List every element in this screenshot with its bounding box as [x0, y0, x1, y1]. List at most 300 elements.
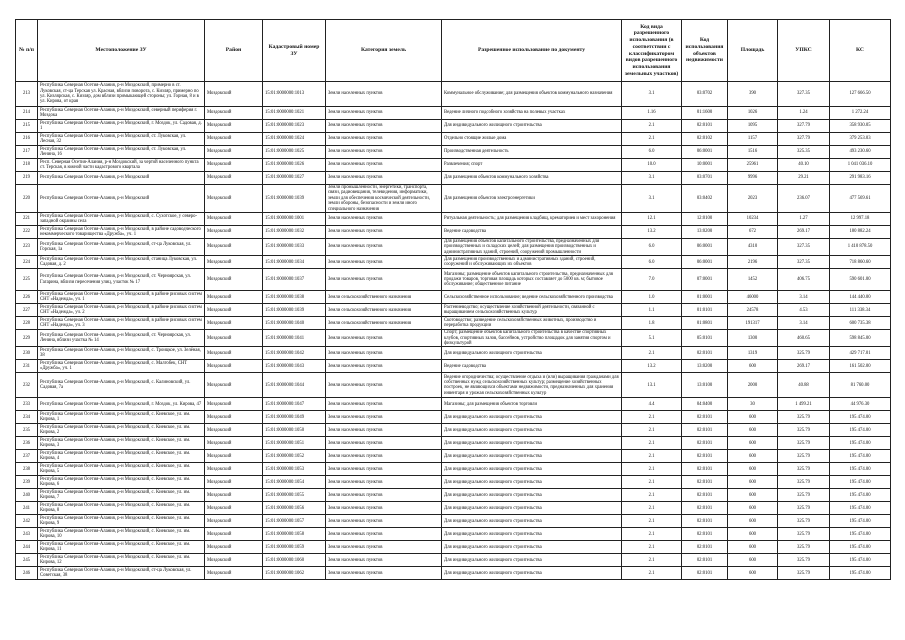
cell-num: 232 [16, 373, 38, 398]
cell-category: Земли населенных пунктов [326, 159, 442, 172]
cell-district: Моздокский [205, 360, 263, 373]
table-row [16, 360, 891, 373]
cell-district: Моздокский [205, 107, 263, 120]
cell-upks: 325.35 [778, 146, 830, 159]
cell-area: 1095 [728, 120, 778, 133]
cell-upks: 325.79 [778, 437, 830, 450]
cell-group-code: 02:0101 [682, 463, 728, 476]
cell-cadastral: 15:01:0000000:1027 [263, 172, 326, 185]
cell-cadastral: 15:01:0000000:1041 [263, 330, 326, 347]
cell-district: Моздокский [205, 317, 263, 330]
cell-use-code: 13.2 [622, 226, 682, 239]
cell-permitted-use: Ведение садоводства [442, 226, 622, 239]
cell-ks: 600 735.38 [830, 317, 891, 330]
cell-num: 245 [16, 554, 38, 567]
cell-upks: 325.79 [778, 515, 830, 528]
cell-district: Моздокский [205, 437, 263, 450]
cell-district: Моздокский [205, 424, 263, 437]
cell-location: Республика Северная Осетия-Алания, р-н Моздокский, с. Киевское, ул. им. Кирова, 5 [38, 463, 205, 476]
cell-cadastral: 15:01:0000000:1049 [263, 411, 326, 424]
cell-upks: 327.35 [778, 82, 830, 107]
cell-cadastral: 15:01:0000000:1053 [263, 463, 326, 476]
cell-group-code: 02:0101 [682, 437, 728, 450]
cell-district: Моздокский [205, 567, 263, 580]
cell-area: 24578 [728, 304, 778, 317]
col-header-category: Категория земель [326, 20, 442, 82]
cell-group-code: 01:0801 [682, 317, 728, 330]
col-header-area: Площадь [728, 20, 778, 82]
cell-use-code: 13.2 [622, 360, 682, 373]
table-body [16, 82, 891, 580]
land-register-table [15, 19, 891, 580]
cell-use-code: 12.1 [622, 213, 682, 226]
cell-num: 243 [16, 528, 38, 541]
table-row [16, 476, 891, 489]
cell-location: Республика Северная Осетия-Алания, р-н Моздокский, с. Сухотское, у северо-западной окраины села [38, 213, 205, 226]
cell-ks: 1 041 036.10 [830, 159, 891, 172]
table-row [16, 269, 891, 291]
table-row [16, 450, 891, 463]
cell-use-code: 1.0 [622, 291, 682, 304]
cell-group-code: 13:0200 [682, 226, 728, 239]
cell-use-code: 6.0 [622, 146, 682, 159]
cell-location: Республика Северная Осетия-Алания, р-н Моздокский, с. Киевское, ул. им. Кирова, 8 [38, 502, 205, 515]
table-row [16, 120, 891, 133]
cell-ks: 598 845.00 [830, 330, 891, 347]
cell-num: 215 [16, 120, 38, 133]
cell-location: Республика Северная Осетия-Алания, р-н Моздокский, в районе рисовых систем СНТ «Надежда», уч. 3 [38, 317, 205, 330]
col-header-ks: КС [830, 20, 891, 82]
cell-upks: 325.79 [778, 489, 830, 502]
col-header-permitted-use: Разрешенное использование по документу [442, 20, 622, 82]
cell-upks: 4.53 [778, 304, 830, 317]
cell-area: 1516 [728, 146, 778, 159]
cell-use-code: 2.1 [622, 489, 682, 502]
cell-ks: 590 601.00 [830, 269, 891, 291]
table-row [16, 424, 891, 437]
cell-ks: 379 253.03 [830, 133, 891, 146]
cell-ks: 195 474.00 [830, 528, 891, 541]
cell-num: 230 [16, 347, 38, 360]
cell-location: Республика Северная Осетия-Алания, р-н Моздокский, г. Моздок, ул. Садовая, д. 1 [38, 120, 205, 133]
cell-area: 600 [728, 424, 778, 437]
table-row [16, 330, 891, 347]
cell-upks: 29.21 [778, 172, 830, 185]
cell-location: Республика Северная Осетия-Алания, р-н Моздокский, в районе рисовых систем СНТ «Надежда», уч. 1 [38, 291, 205, 304]
cell-area: 30 [728, 398, 778, 411]
cell-ks: 1 410 878.50 [830, 239, 891, 256]
cell-num: 228 [16, 317, 38, 330]
cell-num: 219 [16, 172, 38, 185]
cell-use-code: 1.8 [622, 317, 682, 330]
cell-cadastral: 15:01:0000000:1058 [263, 528, 326, 541]
cell-category: Земли населенных пунктов [326, 398, 442, 411]
cell-cadastral: 15:01:0000000:1026 [263, 159, 326, 172]
cell-area: 9996 [728, 172, 778, 185]
table-row [16, 304, 891, 317]
cell-group-code: 06:0001 [682, 239, 728, 256]
cell-location: Республика Северная Осетия-Алания, р-н Моздокский, примерно в ст. Луковская, ст-ца Терская ул. Красная, вблизи поворота, с. Кизляр, примерно по ул. Кизлярская, с. Кизляр, дом вблизи примыкающей стороны; ул. Горная, 8 и в ул. Кирова, от края [38, 82, 205, 107]
cell-permitted-use: Для индивидуального жилищного строительства [442, 515, 622, 528]
cell-cadastral: 15:01:0000000:1047 [263, 398, 326, 411]
cell-group-code: 07:0001 [682, 269, 728, 291]
cell-permitted-use: Для индивидуального жилищного строительства [442, 528, 622, 541]
cell-num: 220 [16, 185, 38, 213]
cell-cadastral: 15:01:0000000:1039 [263, 304, 326, 317]
cell-permitted-use: Ведение огородничества; осуществление отдыха и (или) выращивания гражданами для собственных нужд сельскохозяйственных культур; размещение хозяйственных построек, не являющихся объектами недвижимости, предназначенных для хранения инвентаря и урожая сельскохозяйственных культур [442, 373, 622, 398]
cell-category: Земли промышленности, энергетики, транспорта, связи, радиовещания, телевидения, информатики, земли для обеспечения космической деятельности, земли обороны, безопасности и земли иного специального назначения [326, 185, 442, 213]
cell-use-code: 2.1 [622, 133, 682, 146]
cell-area: 1026 [728, 107, 778, 120]
cell-area: 10234 [728, 213, 778, 226]
cell-num: 224 [16, 256, 38, 269]
cell-num: 222 [16, 226, 38, 239]
cell-num: 241 [16, 502, 38, 515]
cell-ks: 1 272.24 [830, 107, 891, 120]
cell-permitted-use: Ритуальная деятельность; для размещения кладбищ, крематориев и мест захоронения [442, 213, 622, 226]
cell-ks: 195 474.00 [830, 554, 891, 567]
table-row [16, 398, 891, 411]
cell-district: Моздокский [205, 502, 263, 515]
table-row [16, 347, 891, 360]
cell-num: 244 [16, 541, 38, 554]
table-row [16, 226, 891, 239]
cell-group-code: 12:0100 [682, 213, 728, 226]
cell-use-code: 2.1 [622, 437, 682, 450]
cell-group-code: 02:0101 [682, 476, 728, 489]
cell-group-code: 02:0101 [682, 528, 728, 541]
cell-location: Республика Северная Осетия-Алания, р-н Моздокский, в районе рисовых систем СНТ «Надежда», уч. 2 [38, 304, 205, 317]
cell-permitted-use: Отдельно стоящие жилые дома [442, 133, 622, 146]
cell-category: Земли населенных пунктов [326, 567, 442, 580]
table-row [16, 239, 891, 256]
cell-upks: 325.79 [778, 528, 830, 541]
cell-location: Республика Северная Осетия-Алания, р-н Моздокский [38, 185, 205, 213]
cell-district: Моздокский [205, 146, 263, 159]
cell-upks: 40.88 [778, 373, 830, 398]
cell-category: Земли населенных пунктов [326, 347, 442, 360]
cell-upks: 325.79 [778, 567, 830, 580]
table-row [16, 185, 891, 213]
cell-group-code: 02:0102 [682, 133, 728, 146]
cell-area: 191317 [728, 317, 778, 330]
cell-ks: 180 882.24 [830, 226, 891, 239]
cell-num: 226 [16, 291, 38, 304]
cell-category: Земли населенных пунктов [326, 424, 442, 437]
table-row [16, 107, 891, 120]
cell-district: Моздокский [205, 515, 263, 528]
cell-cadastral: 15:01:0000000:1013 [263, 82, 326, 107]
cell-location: Республика Северная Осетия-Алания, р-н Моздокский, ст-ца Луковская, ул. Горская, 1а [38, 239, 205, 256]
cell-ks: 144 440.00 [830, 291, 891, 304]
cell-location: Республика Северная Осетия-Алания, р-н Моздокский, с. Малгобек, СНТ «Дружба», уч. 1 [38, 360, 205, 373]
cell-district: Моздокский [205, 330, 263, 347]
cell-location: Республика Северная Осетия-Алания, р-н Моздокский, с. Киевское, ул. им. Кирова, 7 [38, 489, 205, 502]
cell-location: Республика Северная Осетия-Алания, р-н Моздокский, станица Луковская, ул. Садовая, д. 2 [38, 256, 205, 269]
cell-num: 242 [16, 515, 38, 528]
cell-cadastral: 15:01:0000000:1025 [263, 146, 326, 159]
cell-category: Земли населенных пунктов [326, 541, 442, 554]
table-row [16, 528, 891, 541]
cell-permitted-use: Для индивидуального жилищного строительства [442, 347, 622, 360]
cell-location: Республика Северная Осетия-Алания, р-н Моздокский, с. Киевское, ул. им. Кирова, 3 [38, 437, 205, 450]
cell-cadastral: 15:01:0000000:1052 [263, 450, 326, 463]
table-row [16, 213, 891, 226]
cell-district: Моздокский [205, 159, 263, 172]
cell-ks: 44 976.30 [830, 398, 891, 411]
cell-ks: 291 983.16 [830, 172, 891, 185]
cell-group-code: 06:0001 [682, 256, 728, 269]
cell-area: 600 [728, 489, 778, 502]
cell-use-code: 1.1 [622, 304, 682, 317]
cell-permitted-use: Для индивидуального жилищного строительства [442, 120, 622, 133]
cell-group-code: 02:0101 [682, 489, 728, 502]
table-row [16, 373, 891, 398]
cell-ks: 429 717.01 [830, 347, 891, 360]
cell-upks: 325.79 [778, 463, 830, 476]
cell-num: 218 [16, 159, 38, 172]
cell-cadastral: 15:01:0000000:1062 [263, 567, 326, 580]
cell-group-code: 02:0101 [682, 424, 728, 437]
cell-use-code: 3.1 [622, 82, 682, 107]
table-row [16, 256, 891, 269]
cell-use-code: 2.1 [622, 554, 682, 567]
cell-location: Республика Северная Осетия-Алания, р-н Моздокский, северный периферия г. Моздока [38, 107, 205, 120]
cell-upks: 325.79 [778, 347, 830, 360]
cell-district: Моздокский [205, 541, 263, 554]
cell-district: Моздокский [205, 398, 263, 411]
cell-cadastral: 15:01:0000000:1059 [263, 541, 326, 554]
cell-ks: 127 666.50 [830, 82, 891, 107]
cell-cadastral: 15:01:0000000:1060 [263, 554, 326, 567]
cell-cadastral: 15:01:0000000:1001 [263, 213, 326, 226]
cell-category: Земли населенных пунктов [326, 107, 442, 120]
cell-permitted-use: Для индивидуального жилищного строительства [442, 437, 622, 450]
cell-category: Земли населенных пунктов [326, 476, 442, 489]
cell-use-code: 2.1 [622, 450, 682, 463]
cell-area: 600 [728, 502, 778, 515]
cell-permitted-use: Для индивидуального жилищного строительства [442, 554, 622, 567]
cell-category: Земли населенных пунктов [326, 120, 442, 133]
cell-num: 227 [16, 304, 38, 317]
cell-use-code: 4.4 [622, 398, 682, 411]
cell-ks: 161 502.00 [830, 360, 891, 373]
cell-permitted-use: Для размещения объектов коммунального хозяйства [442, 172, 622, 185]
cell-district: Моздокский [205, 411, 263, 424]
cell-use-code: 2.1 [622, 424, 682, 437]
table-row [16, 463, 891, 476]
cell-ks: 12 997.18 [830, 213, 891, 226]
cell-category: Земли населенных пунктов [326, 437, 442, 450]
cell-use-code: 10.0 [622, 159, 682, 172]
cell-location: Республика Северная Осетия-Алания, р-н Моздокский, с. Калиновский, ул. Садовая, 7а [38, 373, 205, 398]
cell-group-code: 02:0101 [682, 554, 728, 567]
cell-num: 238 [16, 463, 38, 476]
cell-district: Моздокский [205, 291, 263, 304]
cell-use-code: 2.1 [622, 463, 682, 476]
cell-permitted-use: Для индивидуального жилищного строительства [442, 489, 622, 502]
cell-permitted-use: Коммунальное обслуживание; для размещения объектов коммунального назначения [442, 82, 622, 107]
col-header-use-code: Код вида разрешенного использования (в соответствии с классификатором видов разрешенного использования земельных участков) [622, 20, 682, 82]
cell-num: 229 [16, 330, 38, 347]
cell-use-code: 2.1 [622, 502, 682, 515]
cell-num: 240 [16, 489, 38, 502]
cell-area: 600 [728, 541, 778, 554]
cell-ks: 195 474.00 [830, 541, 891, 554]
cell-ks: 195 474.00 [830, 476, 891, 489]
cell-permitted-use: Магазины; для размещения объектов торговли [442, 398, 622, 411]
cell-use-code: 2.1 [622, 411, 682, 424]
cell-location: Республика Северная Осетия-Алания, р-н Моздокский, с. Киевское, ул. им. Кирова, 11 [38, 541, 205, 554]
cell-group-code: 03:0702 [682, 82, 728, 107]
cell-permitted-use: Для размещения объектов капитального строительства, предназначенных для производственных и складских целей; для размещения производственных и административных зданий, строений, сооружений промышленности [442, 239, 622, 256]
cell-permitted-use: Для индивидуального жилищного строительства [442, 463, 622, 476]
cell-num: 236 [16, 437, 38, 450]
cell-district: Моздокский [205, 172, 263, 185]
cell-permitted-use: Для индивидуального жилищного строительства [442, 502, 622, 515]
cell-category: Земли населенных пунктов [326, 172, 442, 185]
cell-upks: 325.79 [778, 450, 830, 463]
cell-use-code: 2.1 [622, 120, 682, 133]
cell-permitted-use: Скотоводство; разведение сельскохозяйственных животных, производство и переработка продукции [442, 317, 622, 330]
table-row [16, 567, 891, 580]
cell-num: 217 [16, 146, 38, 159]
cell-permitted-use: Для индивидуального жилищного строительства [442, 424, 622, 437]
cell-ks: 195 474.00 [830, 450, 891, 463]
cell-ks: 195 474.00 [830, 515, 891, 528]
cell-location: Республика Северная Осетия-Алания, р-н Моздокский, ст. Черноярская, ул. Ленина, вблизи участка № 14 [38, 330, 205, 347]
table-row [16, 317, 891, 330]
cell-area: 1157 [728, 133, 778, 146]
cell-cadastral: 15:01:0000000:1033 [263, 239, 326, 256]
cell-upks: 460.65 [778, 330, 830, 347]
cell-area: 600 [728, 476, 778, 489]
cell-category: Земли сельскохозяйственного назначения [326, 304, 442, 317]
cell-group-code: 06:0001 [682, 146, 728, 159]
cell-ks: 195 474.00 [830, 424, 891, 437]
cell-category: Земли населенных пунктов [326, 502, 442, 515]
cell-upks: 269.17 [778, 226, 830, 239]
cell-cadastral: 15:01:0000000:1024 [263, 133, 326, 146]
cell-num: 235 [16, 424, 38, 437]
cell-group-code: 13:0100 [682, 373, 728, 398]
cell-permitted-use: Для размещения производственных и административных зданий, строений, сооружений и обслуживающих их объектов [442, 256, 622, 269]
cell-area: 600 [728, 554, 778, 567]
cell-category: Земли населенных пунктов [326, 213, 442, 226]
table-row [16, 411, 891, 424]
cell-cadastral: 15:01:0000000:1038 [263, 291, 326, 304]
cell-upks: 3.14 [778, 291, 830, 304]
cell-permitted-use: Ведение личного подсобного хозяйства на полевых участках [442, 107, 622, 120]
cell-district: Моздокский [205, 450, 263, 463]
cell-group-code: 02:0101 [682, 502, 728, 515]
cell-permitted-use: Для индивидуального жилищного строительства [442, 541, 622, 554]
cell-group-code: 02:0101 [682, 120, 728, 133]
cell-ks: 195 474.00 [830, 567, 891, 580]
cell-area: 600 [728, 360, 778, 373]
cell-location: Республика Северная Осетия-Алания, р-н Моздокский, с. Киевское, ул. им. Кирова, 9 [38, 515, 205, 528]
table-row [16, 291, 891, 304]
cell-location: Республика Северная Осетия-Алания, р-н Моздокский, г. Моздок, ул. Кирова, 47 [38, 398, 205, 411]
cell-group-code: 02:0101 [682, 347, 728, 360]
cell-cadastral: 15:01:0000000:1044 [263, 373, 326, 398]
cell-ks: 81 760.00 [830, 373, 891, 398]
cell-area: 2000 [728, 373, 778, 398]
cell-use-code: 2.1 [622, 515, 682, 528]
cell-num: 237 [16, 450, 38, 463]
cell-district: Моздокский [205, 185, 263, 213]
cell-use-code: 2.1 [622, 347, 682, 360]
cell-use-code: 1.16 [622, 107, 682, 120]
cell-area: 46000 [728, 291, 778, 304]
cell-num: 233 [16, 398, 38, 411]
cell-group-code: 10:0001 [682, 159, 728, 172]
col-header-group-code: Код использования объектов недвижимости [682, 20, 728, 82]
table-row [16, 541, 891, 554]
cell-group-code: 01:1600 [682, 107, 728, 120]
cell-category: Земли населенных пунктов [326, 515, 442, 528]
cell-category: Земли населенных пунктов [326, 256, 442, 269]
cell-permitted-use: Спорт; размещение объектов капитального строительства в качестве спортивных клубов, спортивных залов, бассейнов, устройство площадок для занятия спортом и физкультурой [442, 330, 622, 347]
cell-ks: 195 474.00 [830, 502, 891, 515]
cell-upks: 236.07 [778, 185, 830, 213]
cell-group-code: 01:0001 [682, 291, 728, 304]
cell-permitted-use: Для индивидуального жилищного строительства [442, 411, 622, 424]
cell-cadastral: 15:01:0000000:1057 [263, 515, 326, 528]
cell-upks: 1.27 [778, 213, 830, 226]
cell-use-code: 2.1 [622, 528, 682, 541]
cell-location: Республика Северная Осетия-Алания, р-н Моздокский, ст. Луковская, ул. Ленина, 16 [38, 146, 205, 159]
cell-district: Моздокский [205, 347, 263, 360]
cell-location: Республика Северная Осетия-Алания, р-н Моздокский, с. Троицкое, ул. Зелёная, 38 [38, 347, 205, 360]
cell-upks: 325.79 [778, 541, 830, 554]
cell-ks: 195 474.00 [830, 463, 891, 476]
table-row [16, 515, 891, 528]
cell-num: 225 [16, 269, 38, 291]
cell-upks: 325.79 [778, 502, 830, 515]
cell-ks: 718 860.60 [830, 256, 891, 269]
cell-category: Земли населенных пунктов [326, 373, 442, 398]
cell-cadastral: 15:01:0000000:1055 [263, 489, 326, 502]
table-row [16, 146, 891, 159]
cell-group-code: 13:0200 [682, 360, 728, 373]
table-row [16, 82, 891, 107]
cell-category: Земли населенных пунктов [326, 146, 442, 159]
cell-use-code: 3.1 [622, 185, 682, 213]
cell-location: Республика Северная Осетия-Алания, р-н Моздокский, с. Киевское, ул. им. Кирова, 6 [38, 476, 205, 489]
table-row [16, 133, 891, 146]
cell-group-code: 04:0400 [682, 398, 728, 411]
cell-category: Земли населенных пунктов [326, 82, 442, 107]
cell-district: Моздокский [205, 304, 263, 317]
cell-upks: 327.35 [778, 256, 830, 269]
cell-use-code: 5.1 [622, 330, 682, 347]
cell-permitted-use: Для индивидуального жилищного строительства [442, 567, 622, 580]
cell-permitted-use: Растениеводство; осуществление хозяйственной деятельности, связанной с выращиванием сельскохозяйственных культур [442, 304, 622, 317]
col-header-num: № п/п [16, 20, 38, 82]
cell-upks: 1.24 [778, 107, 830, 120]
cell-cadastral: 15:01:0000000:1042 [263, 347, 326, 360]
cell-upks: 325.79 [778, 476, 830, 489]
cell-cadastral: 15:01:0000000:1032 [263, 226, 326, 239]
cell-district: Моздокский [205, 554, 263, 567]
table-row [16, 437, 891, 450]
cell-area: 390 [728, 82, 778, 107]
cell-upks: 327.79 [778, 120, 830, 133]
cell-location: Республика Северная Осетия-Алания, р-н Моздокский, с. Киевское, ул. им. Кирова, 4 [38, 450, 205, 463]
cell-area: 600 [728, 450, 778, 463]
cell-group-code: 02:0101 [682, 515, 728, 528]
